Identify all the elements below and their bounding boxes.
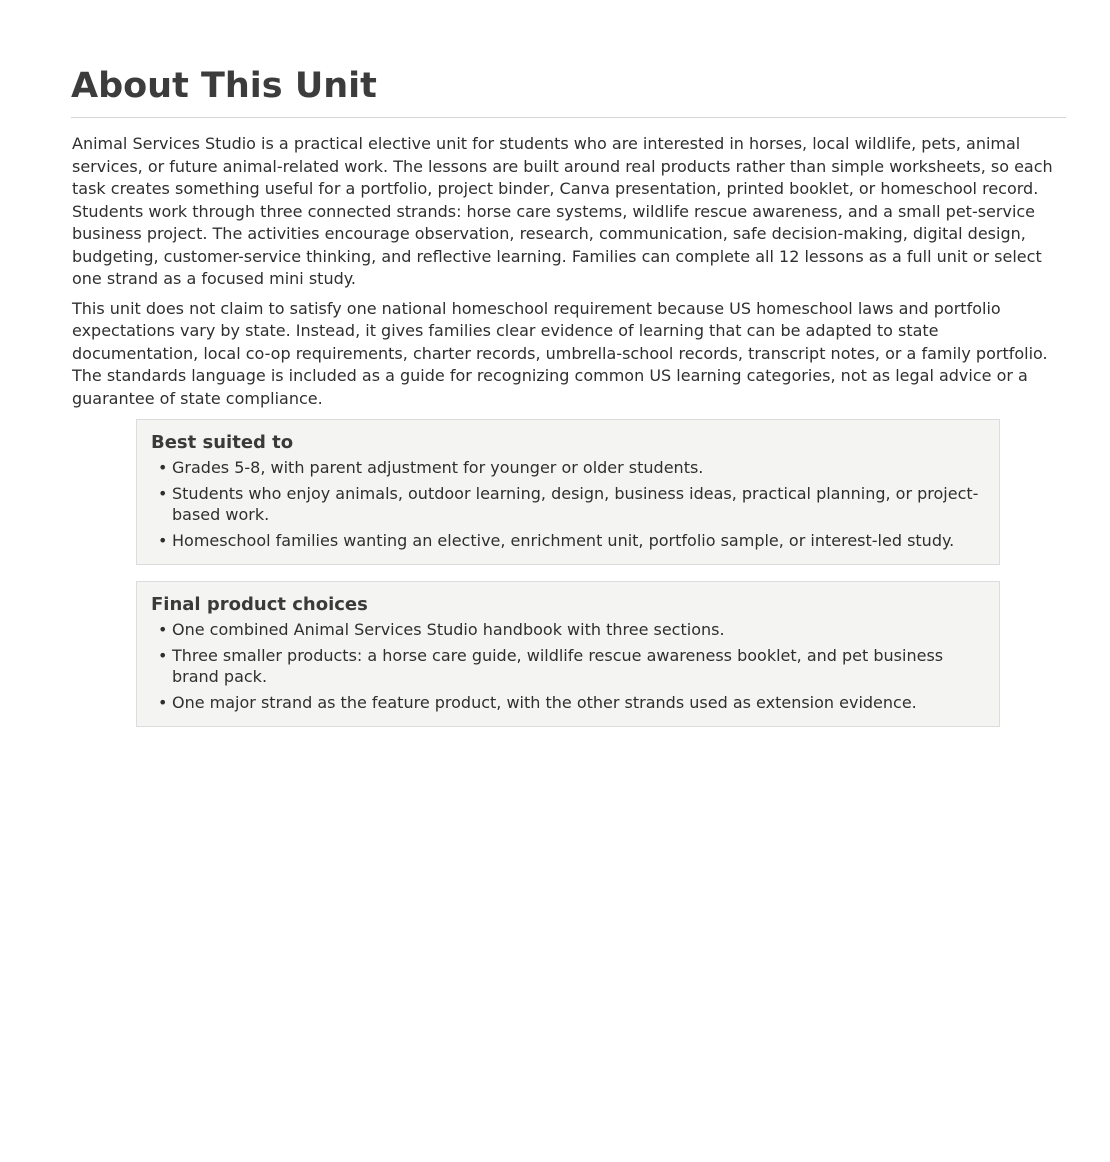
bullet-icon: • <box>158 483 168 503</box>
bullet-icon: • <box>158 530 168 550</box>
best-suited-title: Best suited to <box>151 432 294 453</box>
bullet-icon: • <box>158 692 168 712</box>
disclaimer-paragraph: This unit does not claim to satisfy one national homeschool requirement because US homeschool laws and portfolio expectations vary by state. Instead, it gives families clear evidence of learning that can be adapted to state documentation, local co-op requirements, charter records, umbrella-school records, transcript notes, or a family portfolio. The standards language is included as a guide for recognizing common US learning categories, not as legal advice or a guarantee of state compliance. <box>72 298 1048 408</box>
list-item-text: Homeschool families wanting an elective, enrichment unit, portfolio sample, or interest-led study. <box>172 530 955 550</box>
best-suited-callout <box>136 419 1000 565</box>
bullet-icon: • <box>158 458 168 477</box>
list-item-text: Students who enjoy animals, outdoor learning, design, business ideas, practical planning, or project-based work. <box>172 483 979 524</box>
list-item <box>151 692 985 714</box>
bullet-icon: • <box>158 620 168 639</box>
list-item <box>151 483 985 526</box>
bullet-icon: • <box>158 645 168 665</box>
list-item-text: Grades 5-8, with parent adjustment for younger or older students. <box>172 458 704 477</box>
best-suited-list <box>151 457 985 551</box>
final-products-title: Final product choices <box>151 594 368 615</box>
list-item <box>151 645 985 688</box>
list-item <box>151 619 985 641</box>
final-products-callout <box>136 581 1000 727</box>
list-item <box>151 457 985 479</box>
intro-paragraph: Animal Services Studio is a practical elective unit for students who are interested in horses, local wildlife, pets, animal services, or future animal-related work. The lessons are built around real products rather than simple worksheets, so each task creates something useful for a portfolio, project binder, Canva presentation, printed booklet, or homeschool record. Students work through three connected strands: horse care systems, wildlife rescue awareness, and a small pet-service business project. The activities encourage observation, research, communication, safe decision-making, digital design, budgeting, customer-service thinking, and reflective learning. Families can complete all 12 lessons as a full unit or select one strand as a focused mini study. <box>72 134 1053 288</box>
page-title: About This Unit <box>71 64 1066 118</box>
list-item-text: One major strand as the feature product, with the other strands used as extension evidence. <box>172 692 917 712</box>
final-products-list <box>151 619 985 713</box>
list-item-text: Three smaller products: a horse care guide, wildlife rescue awareness booklet, and pet business brand pack. <box>172 645 944 686</box>
list-item-text: One combined Animal Services Studio handbook with three sections. <box>172 620 725 639</box>
list-item <box>151 530 985 552</box>
